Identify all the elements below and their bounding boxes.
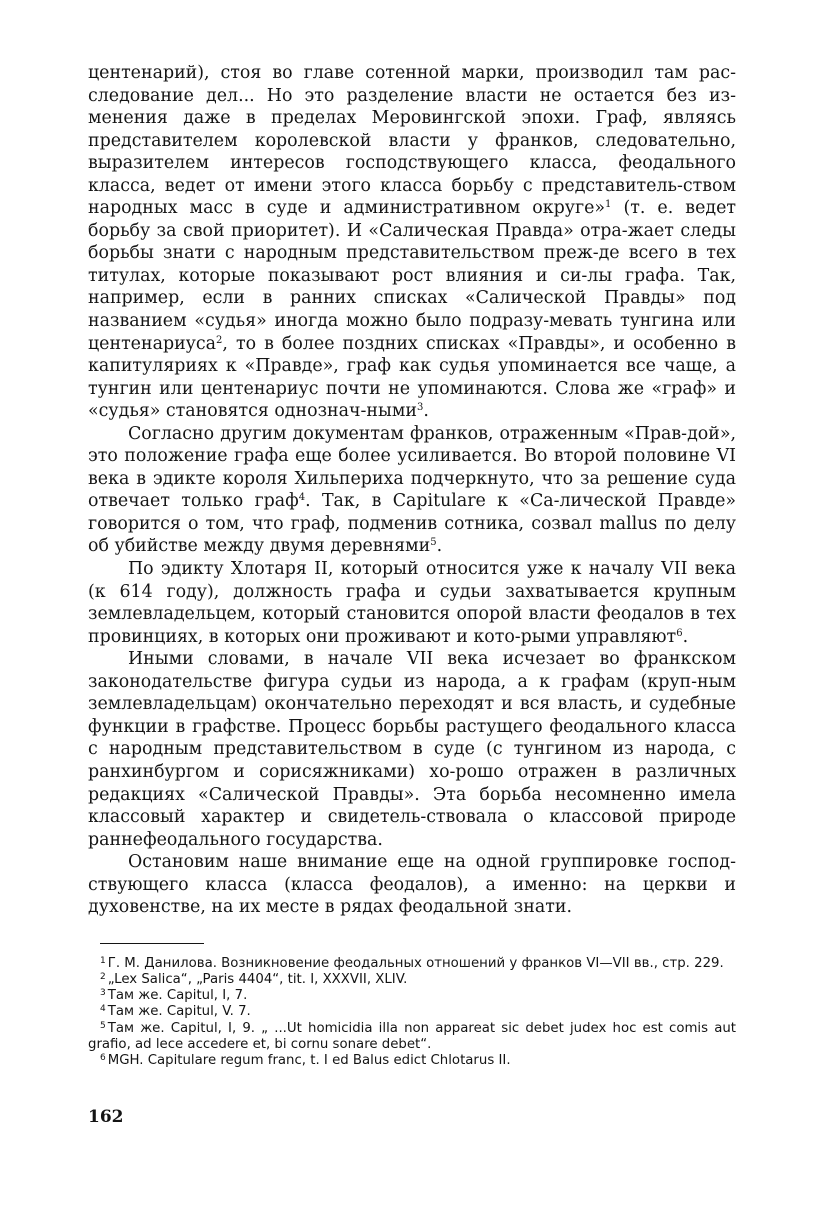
paragraph-5: Остановим наше внимание еще на одной группировке господ-ствующего класса (класса феодалов), а именно: на церкви и духовенстве, на их месте в рядах феодальной знати. xyxy=(88,852,736,918)
footnote-4: $^4$ Там же. Capitul, V. 7. xyxy=(100,1004,251,1020)
footnotes xyxy=(88,956,736,1069)
footnote-divider xyxy=(100,943,204,944)
footnote-ref-1: 1 xyxy=(605,199,612,211)
footnote-ref-2: 2 xyxy=(216,334,223,346)
paragraph-3: По эдикту Хлотаря II, который относится уже к началу VII века (к 614 году), должность графа и судьи захватывается крупным землевладельцем, который становится опорой власти феодалов в тех провинциях, в которых они проживают и кото-рыми управляют$^6$. xyxy=(88,559,736,647)
paragraph-4: Иными словами, в начале VII века исчезает во франкском законодательстве фигура судьи из народа, а к графам (круп-ным землевладельцам) окончательно переходят и вся власть, и судебные функции в графстве. Процесс борьбы растущего феодального класса с народным представительством в суде (с тунгином из народа, с ранхинбургом и сорисяжниками) хо-рошо отражен в различных редакциях «Салической Правды». Эта борьба несомненно имела классовый характер и свидетель-ствовала о классовой природе раннефеодального государства. xyxy=(88,649,736,850)
paragraph-2: Согласно другим документам франков, отраженным «Прав-дой», это положение графа еще более усиливается. Во второй половине VI века в эдикте короля Хильпериха подчеркнуто, что за решение суда отвечает только граф$^4$. Так, в Capitulare к «Са-лической Правде» говорится о том, что граф, подменив сотника, созвал mallus по делу об убийстве между двумя деревнями$^5$. xyxy=(88,423,736,557)
footnote-ref-5: 5 xyxy=(430,537,437,549)
main-text xyxy=(88,62,736,919)
footnote-2: $^2$ „Lex Salica“, „Paris 4404“, tit. I, XXXVII, XLIV. xyxy=(100,971,408,987)
footnote-6: $^6$ MGH. Capitulare regum franc, t. I ed Balus edict Chlotarus II. xyxy=(100,1053,511,1068)
footnote-ref-4: 4 xyxy=(298,492,306,504)
footnote-3: $^3$ Там же. Capitul, I, 7. xyxy=(100,988,248,1004)
footnote-1: $^1$ Г. М. Данилова. Возникновение феодальных отношений у франков VI—VII вв., стр. 229. xyxy=(100,955,724,971)
page-number: 162 xyxy=(88,1107,124,1127)
footnote-ref-3: 3 xyxy=(416,402,424,414)
document-page xyxy=(88,62,736,1069)
footnote-5: $^5$ Там же. Capitul, I, 9. „ ...Ut homicidia illa non appareat sic debet judex hoc est comis aut grafio, ad lece accedere et, bi cornu sonare debet“. xyxy=(88,1020,736,1052)
paragraph-1: центенарий), стоя во главе сотенной марки, производил там рас-следование дел... Но это разделение власти не остается без из-менения даже в пределах Меровингской эпохи. Граф, являясь представителем королевской власти у франков, следовательно, выразителем интересов господствующего класса, феодального класса, ведет от имени этого класса борьбу с представитель-ством народных масс в суде и административном округе»$^1$ (т. е. ведет борьбу за свой приоритет). И «Салическая Правда» отра-жает следы борьбы знати с народным представительством преж-де всего в тех титулах, которые показывают рост влияния и си-лы графа. Так, например, если в ранних списках «Салической Правды» под названием «судья» иногда можно было подразу-мевать тунгина или центенариуса$^2$, то в более поздних списках «Правды», и особенно в капитуляриях к «Правде», граф как судья упоминается все чаще, а тунгин или центенариус почти не упоминаются. Слова же «граф» и «судья» становятся однознач-ными$^3$. xyxy=(88,63,736,422)
footnote-ref-6: 6 xyxy=(676,627,683,639)
